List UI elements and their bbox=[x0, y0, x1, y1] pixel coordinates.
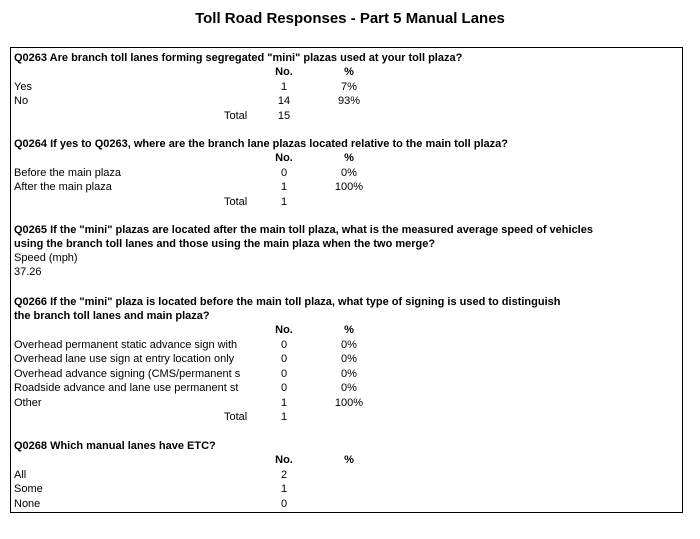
row-label: All bbox=[14, 468, 27, 481]
total-row bbox=[14, 109, 674, 124]
header-row bbox=[14, 65, 674, 80]
survey-table bbox=[10, 47, 683, 513]
question-text: Q0265 If the "mini" plazas are located after the main toll plaza, what is the measured average speed of vehicles using the branch toll lanes and those using the main plaza when the two merge? bbox=[14, 224, 593, 250]
row-count: 0 bbox=[280, 382, 288, 394]
row-percent: 0% bbox=[341, 166, 357, 179]
table-row bbox=[14, 367, 674, 382]
no-header: No. bbox=[275, 66, 293, 78]
question-text: Q0264 If yes to Q0263, where are the branch lane plazas located relative to the main toll plaza? bbox=[14, 138, 508, 150]
table-row bbox=[14, 180, 674, 195]
total-count: 1 bbox=[280, 411, 288, 423]
row-label: No bbox=[14, 95, 29, 107]
total-label: Total bbox=[224, 195, 248, 208]
table-row bbox=[14, 381, 674, 396]
no-header: No. bbox=[275, 152, 293, 164]
row-count: 1 bbox=[280, 181, 288, 193]
table-row bbox=[14, 468, 674, 483]
row-label: Other bbox=[14, 396, 42, 409]
row-count: 1 bbox=[280, 396, 288, 409]
page-title: Toll Road Responses - Part 5 Manual Lanes bbox=[195, 10, 505, 27]
header-row bbox=[14, 323, 674, 338]
row-label: Overhead advance signing (CMS/permanent s bbox=[14, 367, 241, 380]
pct-header: % bbox=[344, 152, 354, 164]
question-text: Q0266 If the "mini" plaza is located before the main toll plaza, what type of signing is used to distinguish the branch toll lanes and main plaza? bbox=[14, 296, 561, 322]
row-label: Before the main plaza bbox=[14, 166, 122, 179]
pct-header: % bbox=[344, 324, 354, 336]
table-row bbox=[14, 396, 674, 411]
row-percent: 0% bbox=[341, 382, 357, 394]
total-label: Total bbox=[224, 109, 248, 122]
row-percent: 0% bbox=[341, 367, 357, 380]
table-row bbox=[14, 482, 674, 497]
speed-value: 37.26 bbox=[14, 266, 42, 278]
row-count: 14 bbox=[277, 95, 291, 107]
no-header: No. bbox=[275, 454, 293, 466]
question-block-q0268 bbox=[14, 439, 674, 511]
row-count: 0 bbox=[280, 367, 288, 380]
row-count: 0 bbox=[280, 338, 288, 351]
total-label: Total bbox=[224, 411, 248, 423]
no-header: No. bbox=[275, 324, 293, 336]
row-label: Overhead permanent static advance sign with bbox=[14, 338, 238, 351]
question-block-q0265 bbox=[14, 223, 674, 279]
row-percent: 93% bbox=[337, 95, 361, 107]
row-percent: 0% bbox=[341, 338, 357, 351]
row-label: After the main plaza bbox=[14, 181, 112, 193]
total-row bbox=[14, 195, 674, 210]
question-block-q0263 bbox=[14, 51, 674, 123]
table-row bbox=[14, 497, 674, 512]
question-text: Q0268 Which manual lanes have ETC? bbox=[14, 440, 216, 452]
pct-header: % bbox=[344, 66, 354, 78]
total-count: 1 bbox=[280, 195, 288, 208]
row-count: 2 bbox=[280, 468, 288, 481]
row-percent: 100% bbox=[334, 181, 364, 193]
row-percent: 0% bbox=[341, 353, 357, 365]
total-count: 15 bbox=[277, 109, 291, 122]
table-row bbox=[14, 80, 674, 95]
row-label: Roadside advance and lane use permanent st bbox=[14, 382, 239, 394]
row-count: 0 bbox=[280, 353, 288, 365]
table-row bbox=[14, 166, 674, 181]
row-label: Yes bbox=[14, 80, 32, 93]
row-percent: 7% bbox=[341, 80, 357, 93]
table-row bbox=[14, 352, 674, 367]
row-label: Overhead lane use sign at entry location only bbox=[14, 353, 235, 365]
pct-header: % bbox=[344, 454, 354, 466]
header-row bbox=[14, 453, 674, 468]
row-label: None bbox=[14, 497, 41, 510]
total-row bbox=[14, 410, 674, 425]
row-label: Some bbox=[14, 483, 43, 495]
row-count: 1 bbox=[280, 80, 288, 93]
row-count: 1 bbox=[280, 483, 288, 495]
header-row bbox=[14, 151, 674, 166]
row-count: 0 bbox=[280, 497, 288, 510]
row-percent: 100% bbox=[334, 396, 364, 409]
speed-label: Speed (mph) bbox=[14, 252, 78, 264]
table-row bbox=[14, 338, 674, 353]
question-text: Q0263 Are branch toll lanes forming segregated "mini" plazas used at your toll plaza? bbox=[14, 52, 463, 64]
row-count: 0 bbox=[280, 166, 288, 179]
question-block-q0266 bbox=[14, 295, 674, 425]
table-row bbox=[14, 94, 674, 109]
question-block-q0264 bbox=[14, 137, 674, 209]
